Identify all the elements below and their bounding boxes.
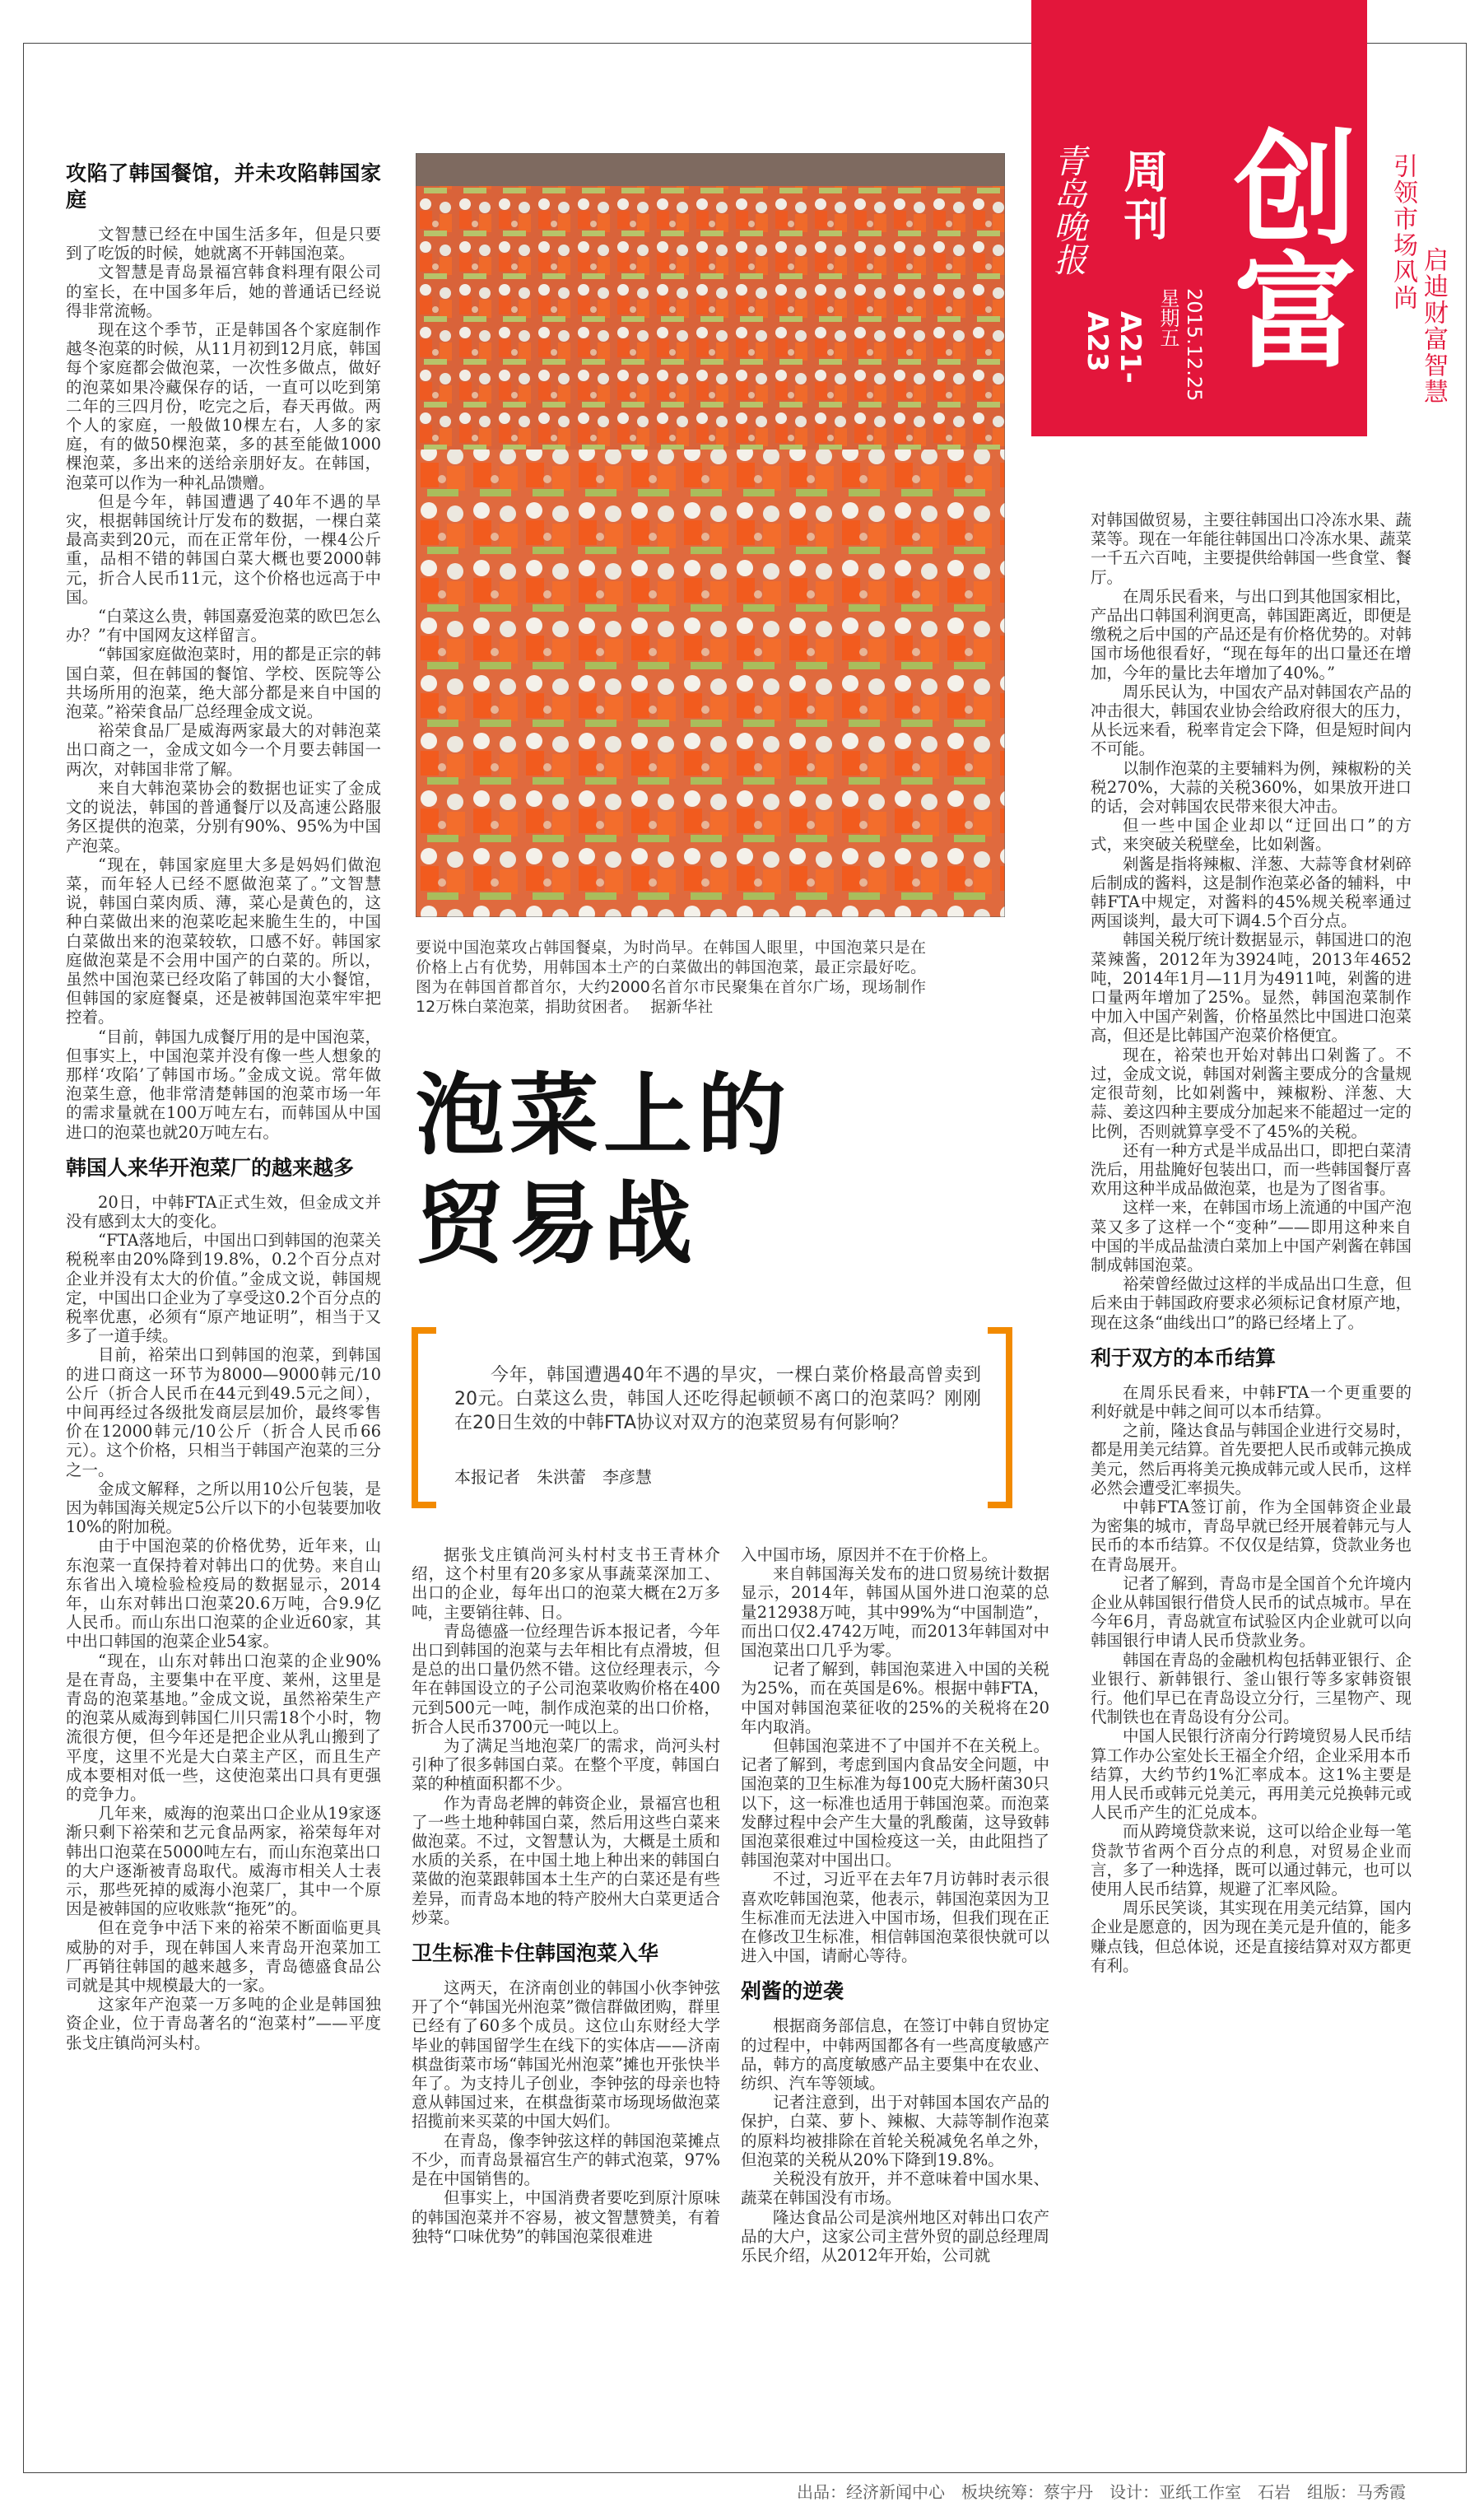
lede-bracket-left [412,1327,436,1508]
paragraph: 但韩国泡菜进不了中国并不在关税上。记者了解到，考虑到国内食品安全问题，中国泡菜的卫生标准为每100克大肠杆菌30只以下，这一标准也适用于韩国泡菜。而泡菜发酵过程中会产生大量的乳酸菌，这导致韩国泡菜很难过中国检疫这一关，由此阻挡了韩国泡菜对中国出口。 [741,1736,1049,1870]
paragraph: 在青岛，像李钟弦这样的韩国泡菜摊点不少，而青岛景福宫生产的韩式泡菜，97%是在中国销售的。 [412,2131,720,2189]
subheading-4: 剁酱的逆袭 [741,1979,844,2004]
paragraph: 在周乐民看来，与出口到其他国家相比，产品出口韩国利润更高，韩国距离近，即便是缴税之后中国的产品还是有价格优势的。对韩国市场他很看好，“现在每年的出口量还在增加，今年的量比去年增加了40%。” [1091,586,1412,682]
paragraph: 隆达食品公司是滨州地区对韩出口农产品的大户，这家公司主营外贸的副总经理周乐民介绍，从2012年开始，公司就 [741,2207,1049,2265]
paragraph: 由于中国泡菜的价格优势，近年来，山东泡菜一直保持着对韩出口的优势。来自山东省出入境检验检疫局的数据显示，2014年，山东对韩出口泡菜20.6万吨，合9.9亿人民币。而山东出口泡菜的企业近60家，其中出口韩国的泡菜企业54家。 [66,1536,381,1651]
paragraph: 在周乐民看来，中韩FTA一个更重要的利好就是中韩之间可以本币结算。 [1091,1382,1412,1421]
paragraph: 记者注意到，出于对韩国本国农产品的保护，白菜、萝卜、辣椒、大蒜等制作泡菜的原料均被排除在首轮关税减免名单之外，但泡菜的关税从20%下降到19.8%。 [741,2093,1049,2169]
paragraph: 目前，裕荣出口到韩国的泡菜，到韩国的进口商这一环节为8000—9000韩元/10公斤（折合人民币在44元到49.5元之间），中间再经过各级批发商层层加价，最终零售价在12000韩元/10公斤（折合人民币66元）。这个价格，只相当于韩国产泡菜的三分之一。 [66,1345,381,1479]
paragraph: “现在，韩国家庭里大多是妈妈们做泡菜，而年轻人已经不愿做泡菜了。”文智慧说，韩国白菜肉质、薄，菜心是黄色的，这种白菜做出来的泡菜吃起来脆生生的，中国白菜做出来的泡菜较软，口感不好。韩国家庭做泡菜是不会用中国产的白菜的。所以，虽然中国泡菜已经攻陷了韩国的大小餐馆，但韩国的家庭餐桌，还是被韩国泡菜牢牢把控着。 [66,855,381,1027]
paragraph: 韩国关税厅统计数据显示，韩国进口的泡菜辣酱，2012年为3924吨，2013年4652吨，2014年1月—11月为4911吨，剁酱的进口量两年增加了25%。显然，韩国泡菜制作中加入中国产剁酱，价格虽然比中国进口泡菜高，但还是比韩国产泡菜价格便宜。 [1091,930,1412,1046]
paragraph: 作为青岛老牌的韩资企业，景福宫也租了一些土地种韩国白菜，然后用这些白菜来做泡菜。不过，文智慧认为，大概是土质和水质的关系，在中国土地上种出来的韩国白菜做的泡菜跟韩国本土生产的白菜还是有些差异，而青岛本地的特产胶州大白菜更适合炒菜。 [412,1793,720,1927]
headline-line-1: 泡菜上的 [416,1064,792,1167]
byline: 本报记者 朱洪蕾 李彦慧 [454,1467,652,1487]
subheading-1: 攻陷了韩国餐馆，并未攻陷韩国家庭 [66,161,381,212]
paragraph: “韩国家庭做泡菜时，用的都是正宗的韩国白菜，但在韩国的餐馆、学校、医院等公共场所用的泡菜，绝大部分都是来自中国的泡菜。”裕荣食品厂总经理金成文说。 [66,645,381,722]
paragraph: 而从跨境贷款来说，这可以给企业每一笔贷款节省两个百分点的利息，对贸易企业而言，多了一种选择，既可以通过韩元，也可以使用人民币结算，规避了汇率风险。 [1091,1822,1412,1899]
paragraph: 记者了解到，韩国泡菜进入中国的关税为25%，而在英国是6%。根据中韩FTA，中国对韩国泡菜征收的25%的关税将在20年内取消。 [741,1660,1049,1736]
paragraph: 周乐民笑谈，其实现在用美元结算，国内企业是愿意的，因为现在美元是升值的，能多赚点钱，但总体说，还是直接结算对双方都更有利。 [1091,1898,1412,1975]
section-weekly-label: 周刊 [1117,148,1169,244]
paragraph: 但在竞争中活下来的裕荣不断面临更具威胁的对手，现在韩国人来青岛开泡菜加工厂再销往韩国的越来越多，青岛德盛食品公司就是其中规模最大的一家。 [66,1918,381,1996]
lede-box [412,1327,1012,1508]
slogan-line-2: 启迪财富智慧 [1419,247,1448,405]
paragraph: 这样一来，在韩国市场上流通的中国产泡菜又多了这样一个“变种”——即用这种来自中国的半成品盐渍白菜加上中国产剁酱在韩国制成韩国泡菜。 [1091,1198,1412,1274]
paragraph: 这家年产泡菜一万多吨的企业是韩国独资企业，位于青岛著名的“泡菜村”——平度张戈庄镇尚河头村。 [66,1995,381,2052]
paragraph: 入中国市场，原因并不在于价格上。 [741,1545,998,1564]
photo-caption-text: 要说中国泡菜攻占韩国餐桌，为时尚早。在韩国人眼里，中国泡菜只是在价格上占有优势，用韩国本土产的白菜做出的韩国泡菜，最正宗最好吃。图为在韩国首都首尔，大约2000名首尔市民聚集在首尔广场，现场制作12万株白菜泡菜，捐助贫困者。 [416,939,926,1016]
paragraph: 来自大韩泡菜协会的数据也证实了金成文的说法，韩国的普通餐厅以及高速公路服务区提供的泡菜，分别有90%、95%为中国产泡菜。 [66,778,381,855]
paragraph: 中韩FTA签订前，作为全国韩资企业最为密集的城市，青岛早就已经开展着韩元与人民币的本币结算。不仅仅是结算，贷款业务也在青岛展开。 [1091,1497,1412,1574]
page-range: A21-A23 [1081,311,1147,384]
paragraph: 根据商务部信息，在签订中韩自贸协定的过程中，中韩两国都各有一些高度敏感产品，韩方的高度敏感产品主要集中在农业、纺织、汽车等领域。 [741,2016,1049,2094]
paragraph: 几年来，威海的泡菜出口企业从19家逐渐只剩下裕荣和艺元食品两家，裕荣每年对韩出口泡菜在5000吨左右，而山东泡菜出口的大户逐渐被青岛取代。威海市相关人士表示，那些死掉的威海小泡菜厂，其中一个原因是被韩国的应收账款“拖死”的。 [66,1804,381,1919]
paragraph: 周乐民认为，中国农产品对韩国农产品的冲击很大，韩国农业协会给政府很大的压力，从长远来看，税率肯定会下降，但是短时间内不可能。 [1091,682,1412,759]
paragraph: 金成文解释，之所以用10公斤包装，是因为韩国海关规定5公斤以下的小包装要加收10%的附加税。 [66,1479,381,1537]
slogan-line-1: 引领市场风尚 [1389,153,1417,311]
paragraph: “白菜这么贵，韩国嘉爱泡菜的欧巴怎么办？”有中国网友这样留言。 [66,607,381,645]
paragraph: 但一些中国企业却以“迂回出口”的方式，来突破关税壁垒，比如剁酱。 [1091,816,1412,855]
paragraph: 青岛德盛一位经理告诉本报记者，今年出口到韩国的泡菜与去年相比有点滑坡，但是总的出口量仍然不错。这位经理表示，今年在韩国设立的子公司泡菜收购价格在400元到500元一吨，制作成泡菜的出口价格，折合人民币3700元一吨以上。 [412,1621,720,1736]
issue-date: 2015.12.25 [1183,288,1206,402]
paragraph: 这两天，在济南创业的韩国小伙李钟弦开了个“韩国光州泡菜”微信群做团购，群里已经有了60多个成员。这位山东财经大学毕业的韩国留学生在线下的实体店——济南棋盘街菜市场“韩国光州泡菜”摊也开张快半年了。为支持儿子创业，李钟弦的母亲也特意从韩国过来，在棋盘街菜市场现场做泡菜招揽前来买菜的中国大妈们。 [412,1978,720,2131]
article-column-4 [1091,510,1412,2466]
paragraph: 据张戈庄镇尚河头村村支书王青林介绍，这个村里有20多家从事蔬菜深加工、出口的企业，每年出口的泡菜大概在2万多吨，主要销往韩、日。 [412,1545,720,1622]
paragraph: 剁酱是指将辣椒、洋葱、大蒜等食材剁碎后制成的酱料，这是制作泡菜必备的辅料，中韩FTA中规定，对酱料的45%规关税率通过两国谈判，最大可下调4.5个百分点。 [1091,854,1412,931]
paragraph: “目前，韩国九成餐厅用的是中国泡菜，但事实上，中国泡菜并没有像一些人想象的那样‘攻陷’了韩国市场。”金成文说。常年做泡菜生意，他非常清楚韩国的泡菜市场一年的需求量就在100万吨左右，而韩国从中国进口的泡菜也就20万吨左右。 [66,1027,381,1142]
paragraph: 文智慧已经在中国生活多年，但是只要到了吃饭的时候，她就离不开韩国泡菜。 [66,225,381,263]
headline-line-2: 贸易战 [416,1173,698,1276]
paragraph: 韩国在青岛的金融机构包括韩亚银行、企业银行、新韩银行、釜山银行等多家韩资银行。他们早已在青岛设立分行，三星物产、现代制铁也在青岛设有分公司。 [1091,1650,1412,1727]
paper-logo: 青岛晚报 [1049,144,1086,276]
paragraph: 但事实上，中国消费者要吃到原汁原味的韩国泡菜并不容易，被文智慧赞美，有着独特“口味优势”的韩国泡菜很难进 [412,2188,720,2246]
main-headline [416,1062,791,1279]
paragraph: 对韩国做贸易，主要往韩国出口冷冻水果、蔬菜等。现在一年能往韩国出口冷冻水果、蔬菜一千五六百吨，主要提供给韩国一些食堂、餐厅。 [1091,510,1412,587]
article-column-2 [412,1545,720,2466]
production-credits: 出品：经济新闻中心 板块统筹：蔡宇丹 设计：亚纸工作室 石岩 组版：马秀霞 [797,2482,1406,2502]
paragraph: “FTA落地后，中国出口到韩国的泡菜关税税率由20%降到19.8%，0.2个百分点对企业并没有太大的价值。”金成文说，韩国规定，中国出口企业为了享受这0.2个百分点的税率优惠，必须有“原产地证明”，相当于又多了一道手续。 [66,1231,381,1346]
subheading-2: 韩国人来华开泡菜厂的越来越多 [66,1155,355,1180]
paragraph: 文智慧是青岛景福宫韩食料理有限公司的室长，在中国多年后，她的普通话已经说得非常流畅。 [66,263,381,320]
lede-text: 今年，韩国遭遇40年不遇的旱灾，一棵白菜价格最高曾卖到20元。白菜这么贵，韩国人还吃得起顿顿不离口的泡菜吗？刚刚在20日生效的中韩FTA协议对双方的泡菜贸易有何影响？ [454,1365,981,1433]
paragraph: 裕荣食品厂是威海两家最大的对韩泡菜出口商之一，金成文如今一个月要去韩国一两次，对韩国非常了解。 [66,721,381,779]
article-column-1 [66,161,381,2466]
paragraph: 20日，中韩FTA正式生效，但金成文并没有感到太大的变化。 [66,1192,381,1231]
paragraph: 关税没有放开，并不意味着中国水果、蔬菜在韩国没有市场。 [741,2169,1049,2208]
paragraph: 裕荣曾经做过这样的半成品出口生意，但后来由于韩国政府要求必须标记食材原产地，现在这条“曲线出口”的路已经堵上了。 [1091,1274,1412,1332]
paragraph: 现在，裕荣也开始对韩出口剁酱了。不过，金成文说，韩国对剁酱主要成分的含量规定很苛刻，比如剁酱中，辣椒粉、洋葱、大蒜、姜这四种主要成分加起来不能超过一定的比例，否则就算享受不了45%的关税。 [1091,1045,1412,1141]
photo-caption-source: 据新华社 [650,998,714,1016]
paragraph: 不过，习近平在去年7月访韩时表示很喜欢吃韩国泡菜，他表示，韩国泡菜因为卫生标准而无法进入中国市场，但我们现在正在修改卫生标准，相信韩国泡菜很快就可以进入中国，请耐心等待。 [741,1870,1049,1966]
photo-caption [416,938,926,1017]
paragraph: 之前，隆达食品与韩国企业进行交易时，都是用美元结算。首先要把人民币或韩元换成美元，然后再将美元换成韩元或人民币，这样必然会遭受汇率损失。 [1091,1421,1412,1498]
paragraph: 记者了解到，青岛市是全国首个允许境内企业从韩国银行借贷人民币的试点城市。早在今年6月，青岛就宣布试验区内企业就可以向韩国银行申请人民币贷款业务。 [1091,1573,1412,1651]
section-masthead [1031,0,1367,436]
paragraph: 但是今年，韩国遭遇了40年不遇的旱灾，根据韩国统计厅发布的数据，一棵白菜最高卖到20元，而在正常年份，一棵4公斤重，品相不错的韩国白菜大概也要2000韩元，折合人民币11元，这个价格也远高于中国。 [66,491,381,607]
lede-bracket-right [988,1327,1012,1508]
paragraph: 还有一种方式是半成品出口，即把白菜清洗后，用盐腌好包装出口，而一些韩国餐厅喜欢用这种半成品做泡菜，也是为了图省事。 [1091,1140,1412,1199]
paragraph: 来自韩国海关发布的进口贸易统计数据显示，2014年，韩国从国外进口泡菜的总量212938万吨，其中99%为“中国制造”，而出口仅2.4742万吨，而2013年韩国对中国泡菜出口几乎为零。 [741,1564,1049,1661]
paragraph: 以制作泡菜的主要辅料为例，辣椒粉的关税270%，大蒜的关税360%，如果放开进口的话，会对韩国农民带来很大冲击。 [1091,758,1412,817]
paragraph: 现在这个季节，正是韩国各个家庭制作越冬泡菜的时候，从11月初到12月底，韩国每个家庭都会做泡菜，一次性多做点，做好的泡菜如果冷藏保存的话，一直可以吃到第二年的三四月份，吃完之后，春天再做。两个人的家庭，一般做10棵左右，人多的家庭，有的做50棵泡菜，多的甚至能做1000棵泡菜，多出来的送给亲朋好友。在韩国，泡菜可以作为一种礼品馈赠。 [66,320,381,492]
subheading-5: 利于双方的本币结算 [1091,1345,1277,1370]
paragraph: 中国人民银行济南分行跨境贸易人民币结算工作办公室处长王福全介绍，企业采用本币结算，大约节约1%汇率成本。这1%主要是用人民币或韩元兑美元，再用美元兑换韩元或人民币产生的汇兑成本。 [1091,1726,1412,1823]
weekday: 星期五 [1156,288,1179,347]
kimchi-making-photo [416,153,1005,917]
section-title: 创富 [1212,123,1356,370]
paragraph: “现在，山东对韩出口泡菜的企业90%是在青岛，主要集中在平度、莱州，这里是青岛的泡菜基地。”金成文说，虽然裕荣生产的泡菜从威海到韩国仁川只需18个小时，物流很方便，但今年还是把企业从乳山搬到了平度，这里不光是大白菜主产区，而且生产成本要相对低一些，这使泡菜出口具有更强的竞争力。 [66,1651,381,1805]
paragraph: 为了满足当地泡菜厂的需求，尚河头村引种了很多韩国白菜。在整个平度，韩国白菜的种植面积都不少。 [412,1736,720,1794]
article-column-3 [741,1545,1049,2466]
subheading-3: 卫生标准卡住韩国泡菜入华 [412,1941,659,1966]
